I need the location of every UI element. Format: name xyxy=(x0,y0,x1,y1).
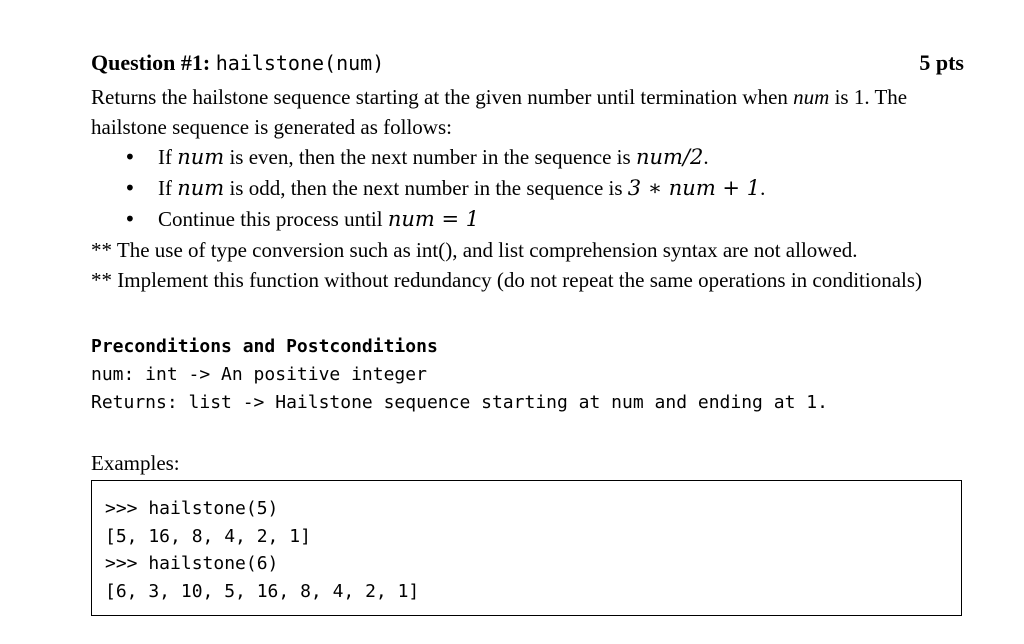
rule-text: . xyxy=(703,145,709,169)
rule-even xyxy=(91,142,964,173)
description-part-1: Returns the hailstone sequence starting at the given number until termination when xyxy=(91,85,794,109)
examples-code-box xyxy=(91,480,962,616)
rule-math: num xyxy=(177,145,225,169)
example-line: [6, 3, 10, 5, 16, 8, 4, 2, 1] xyxy=(105,580,420,602)
function-signature: hailstone(num) xyxy=(215,51,385,75)
question-points: 5 pts xyxy=(919,50,964,75)
example-line: >>> hailstone(5) xyxy=(105,498,279,519)
rule-text: is odd, then the next number in the sequence is xyxy=(224,176,628,200)
rule-text: Continue this process until xyxy=(158,207,388,231)
rule-math: num = 1 xyxy=(387,207,480,231)
question-title xyxy=(91,50,384,76)
example-line: >>> hailstone(6) xyxy=(105,553,279,574)
rule-odd xyxy=(91,173,964,204)
question-document xyxy=(91,50,964,616)
rule-math: num xyxy=(177,176,225,200)
rules-list xyxy=(91,142,964,235)
description-part-2: is 1. The hailstone sequence is generated as follows: xyxy=(91,85,908,139)
description-variable: num xyxy=(793,85,830,109)
conditions-block xyxy=(91,333,964,417)
question-title-prefix: Question #1: xyxy=(91,50,216,75)
rule-text: is even, then the next number in the sequence is xyxy=(224,145,636,169)
rule-termination xyxy=(91,204,964,235)
rule-text: If xyxy=(158,145,178,169)
rule-text: If xyxy=(158,176,178,200)
examples-label: Examples: xyxy=(91,451,180,475)
note-type-conversion: ** The use of type conversion such as int(), and list comprehension syntax are not allowed. xyxy=(91,238,858,262)
example-line: [5, 16, 8, 4, 2, 1] xyxy=(105,525,311,547)
rule-math: num/2 xyxy=(635,145,704,169)
note-redundancy: ** Implement this function without redundancy (do not repeat the same operations in conditionals) xyxy=(91,268,923,292)
question-description xyxy=(91,82,964,142)
precondition-line: num: int -> An positive integer xyxy=(91,364,427,385)
question-header xyxy=(91,50,964,80)
conditions-heading: Preconditions and Postconditions xyxy=(91,336,438,357)
rule-text: . xyxy=(760,176,766,200)
postcondition-line: Returns: list -> Hailstone sequence starting at num and ending at 1. xyxy=(91,392,828,413)
rule-math: 3 ∗ num + 1 xyxy=(627,176,761,200)
